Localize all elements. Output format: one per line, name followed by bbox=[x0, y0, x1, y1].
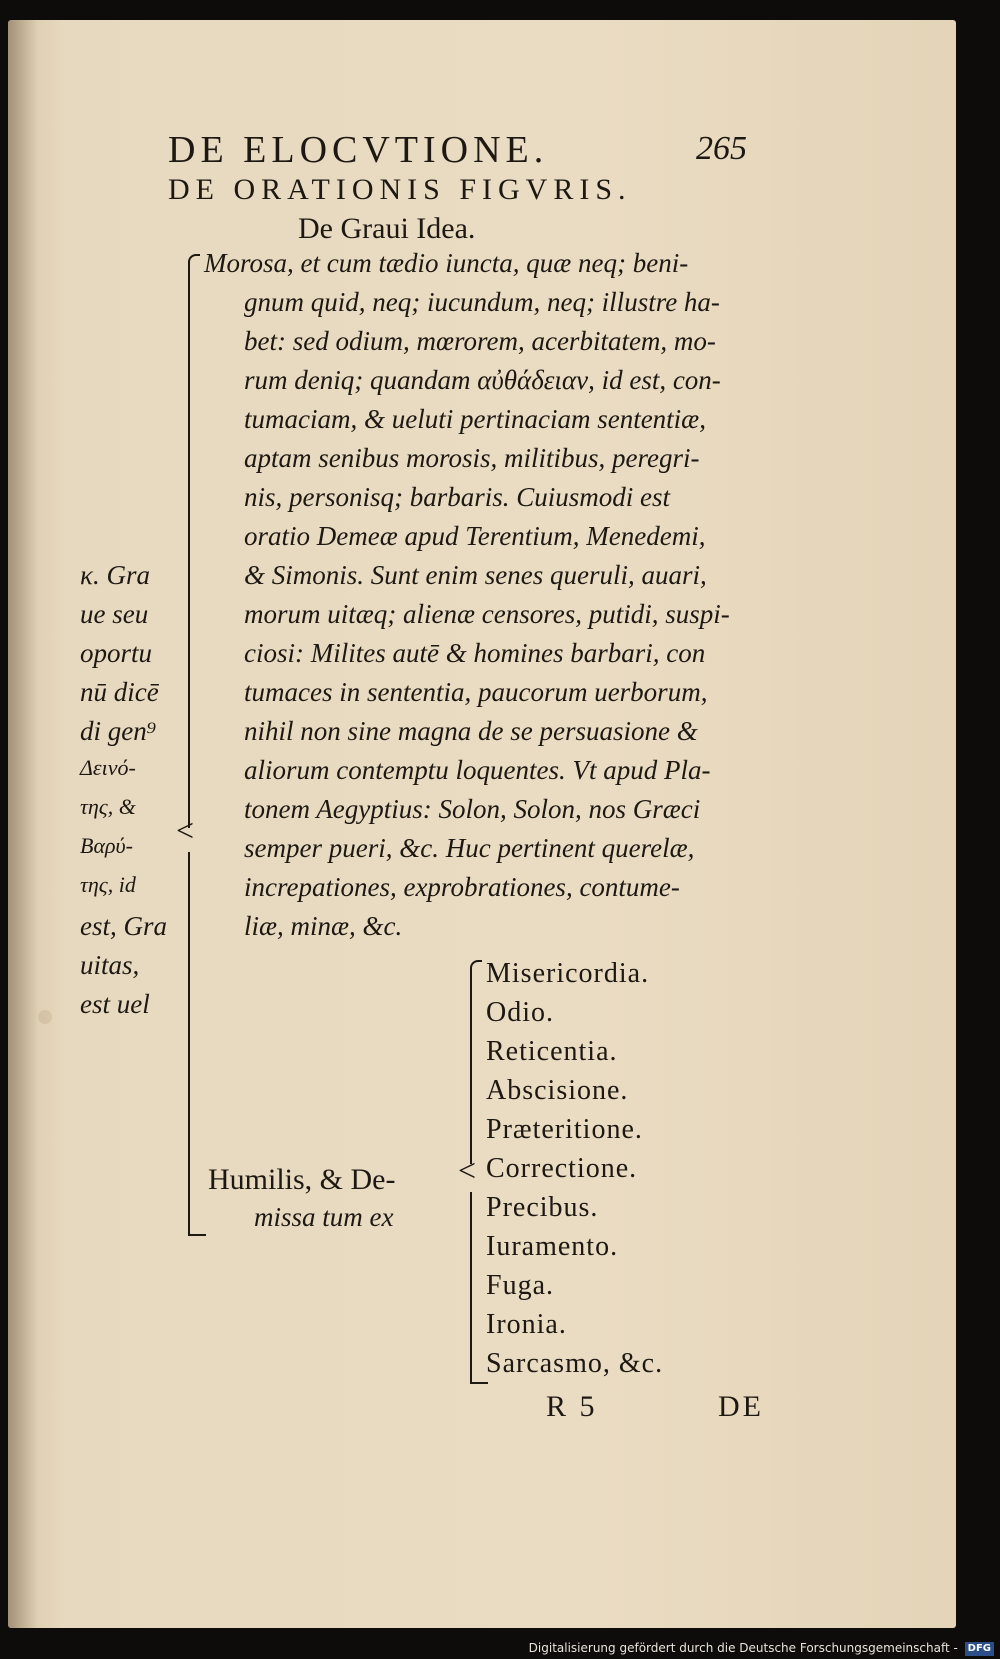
margin-note-line: di gen⁹ bbox=[80, 716, 157, 746]
dfg-logo: DFG bbox=[965, 1642, 994, 1656]
figure-list-item: Correctione. bbox=[486, 1153, 638, 1184]
book-page bbox=[8, 20, 956, 1628]
figure-list-item: Præteritione. bbox=[486, 1114, 643, 1145]
main-text-line: liæ, minæ, &c. bbox=[244, 911, 403, 941]
list-brace-lower bbox=[470, 1192, 472, 1382]
margin-note-line: est uel bbox=[80, 989, 150, 1019]
margin-note-line: της, & bbox=[80, 794, 136, 819]
figure-list-item: Iuramento. bbox=[486, 1231, 619, 1262]
humilis-label-line: missa tum ex bbox=[254, 1202, 394, 1232]
margin-note-line: ue seu bbox=[80, 599, 149, 629]
margin-note-line: uitas, bbox=[80, 950, 140, 980]
main-text-line: tumaciam, & ueluti pertinaciam sententiæ, bbox=[244, 404, 706, 434]
margin-note-line: nū dicē bbox=[80, 677, 159, 707]
main-text-line: ciosi: Milites autē & homines barbari, con bbox=[244, 638, 706, 668]
signature-mark: R 5 bbox=[546, 1390, 598, 1423]
main-text-line: oratio Demeæ apud Terentium, Menedemi, bbox=[244, 521, 706, 551]
main-text-line: tonem Aegyptius: Solon, Solon, nos Græci bbox=[244, 794, 701, 824]
margin-note-line: της, id bbox=[80, 872, 136, 897]
margin-note-line: κ. Gra bbox=[80, 560, 150, 590]
section-title: DE ORATIONIS FIGVRIS. bbox=[168, 173, 632, 206]
main-text-line: aliorum contemptu loquentes. Vt apud Pla- bbox=[244, 755, 711, 785]
figure-list-item: Ironia. bbox=[486, 1309, 567, 1340]
main-brace-lower bbox=[188, 852, 190, 1232]
main-text-line: morum uitæq; alienæ censores, putidi, suspi- bbox=[244, 599, 730, 629]
brace-bottom bbox=[188, 1220, 206, 1236]
main-text-line: bet: sed odium, mœrorem, acerbitatem, mo- bbox=[244, 326, 716, 356]
main-text-line: nis, personisq; barbaris. Cuiusmodi est bbox=[244, 482, 671, 512]
main-text-line: Morosa, et cum tædio iuncta, quæ neq; beni- bbox=[204, 248, 689, 278]
figure-list-item: Reticentia. bbox=[486, 1036, 618, 1067]
figure-list-item: Misericordia. bbox=[486, 958, 650, 989]
main-text-line: aptam senibus morosis, militibus, peregri- bbox=[244, 443, 700, 473]
figure-list-item: Abscisione. bbox=[486, 1075, 629, 1106]
brace-point: < bbox=[176, 812, 195, 848]
running-title: DE ELOCVTIONE. bbox=[168, 129, 549, 171]
margin-note-line: Δεινό- bbox=[80, 755, 136, 780]
main-text-line: & Simonis. Sunt enim senes queruli, auari, bbox=[244, 560, 707, 590]
figure-list-item: Fuga. bbox=[486, 1270, 554, 1301]
list-brace-upper bbox=[470, 974, 472, 1164]
page-number: 265 bbox=[696, 130, 747, 167]
main-text-line: gnum quid, neq; iucundum, neq; illustre ha- bbox=[244, 287, 720, 317]
humilis-label-line: Humilis, & De- bbox=[208, 1163, 396, 1196]
main-text-line: tumaces in sententia, paucorum uerborum, bbox=[244, 677, 708, 707]
list-brace-point: < bbox=[458, 1152, 477, 1188]
digitization-footer bbox=[529, 1637, 1000, 1659]
main-text-line: increpationes, exprobrationes, contume- bbox=[244, 872, 680, 902]
figure-list-item: Precibus. bbox=[486, 1192, 599, 1223]
margin-note-line: Βαρύ- bbox=[80, 833, 133, 858]
main-brace-upper bbox=[188, 268, 190, 828]
subsection-title: De Graui Idea. bbox=[298, 212, 476, 245]
paper-stain bbox=[38, 1010, 52, 1024]
catchword: DE bbox=[718, 1390, 764, 1423]
main-text-line: rum deniq; quandam αὐθάδειαν, id est, con- bbox=[244, 365, 721, 395]
main-text-line: nihil non sine magna de se persuasione & bbox=[244, 716, 698, 746]
figure-list-item: Odio. bbox=[486, 997, 554, 1028]
footer-credit: Digitalisierung gefördert durch die Deutsche Forschungsgemeinschaft - bbox=[528, 1641, 958, 1655]
margin-note-line: oportu bbox=[80, 638, 153, 668]
margin-note-line: est, Gra bbox=[80, 911, 167, 941]
main-text-line: semper pueri, &c. Huc pertinent querelæ, bbox=[244, 833, 695, 863]
gutter-shadow bbox=[8, 20, 38, 1628]
figure-list-item: Sarcasmo, &c. bbox=[486, 1348, 664, 1379]
